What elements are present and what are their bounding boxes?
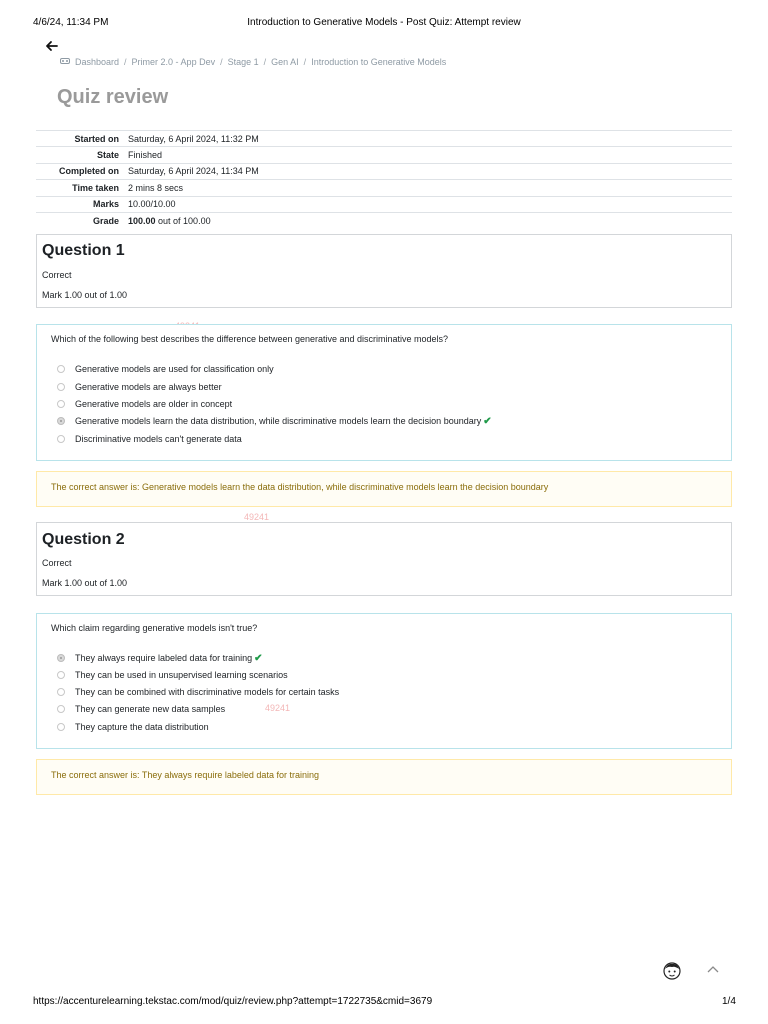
summary-value: Saturday, 6 April 2024, 11:34 PM — [128, 166, 259, 177]
question-mark: Mark 1.00 out of 1.00 — [42, 578, 128, 588]
answer-option-selected[interactable] — [57, 652, 263, 664]
correct-answer-feedback — [36, 759, 732, 795]
summary-row-marks — [36, 196, 732, 212]
answer-label: Generative models are always better — [75, 382, 222, 392]
answer-option[interactable] — [57, 363, 274, 375]
radio-button-selected[interactable] — [57, 417, 65, 425]
question-text: Which claim regarding generative models isn't true? — [51, 623, 258, 633]
question-info-card — [36, 522, 732, 596]
summary-label: Time taken — [72, 182, 119, 193]
grade-score: 100.00 — [128, 215, 156, 226]
answer-option[interactable] — [57, 381, 222, 393]
answer-option[interactable] — [57, 398, 232, 410]
check-icon: ✔ — [483, 415, 492, 427]
grade-total: out of 100.00 — [155, 215, 211, 226]
radio-button[interactable] — [57, 383, 65, 391]
radio-button[interactable] — [57, 400, 65, 408]
radio-button[interactable] — [57, 705, 65, 713]
answer-option[interactable] — [57, 433, 242, 445]
answer-label: Generative models are older in concept — [75, 399, 233, 409]
summary-value: Saturday, 6 April 2024, 11:32 PM — [128, 133, 259, 144]
answer-option[interactable] — [57, 721, 209, 733]
answer-option[interactable] — [57, 703, 225, 715]
summary-value: 10.00/10.00 — [128, 199, 176, 210]
breadcrumb-quiz[interactable]: Introduction to Generative Models — [311, 57, 447, 67]
back-arrow-icon[interactable] — [45, 40, 59, 52]
summary-row-state — [36, 146, 732, 162]
summary-row-started — [36, 130, 732, 146]
feedback-text: The correct answer is: They always require labeled data for training — [51, 770, 319, 780]
question-number: Question 1 — [42, 242, 125, 259]
answer-option[interactable] — [57, 669, 288, 681]
radio-button[interactable] — [57, 723, 65, 731]
question-state: Correct — [42, 270, 72, 280]
summary-label: State — [96, 150, 119, 161]
print-footer-url: https://accenturelearning.tekstac.com/mod/quiz/review.php?attempt=1722735&cmid=3679 — [33, 996, 433, 1007]
summary-value — [128, 216, 211, 226]
correct-answer-feedback — [36, 471, 732, 507]
summary-label: Completed on — [59, 166, 119, 177]
radio-button-selected[interactable] — [57, 654, 65, 662]
answer-label: They can generate new data samples — [75, 704, 226, 714]
question-text: Which of the following best describes the difference between generative and discriminative models? — [51, 334, 449, 344]
breadcrumb-course[interactable]: Primer 2.0 - App Dev — [131, 57, 216, 67]
watermark: 49241 — [244, 512, 270, 522]
breadcrumb-section[interactable]: Gen AI — [271, 57, 299, 67]
print-date: 4/6/24, 11:34 PM — [33, 17, 109, 28]
question-mark: Mark 1.00 out of 1.00 — [42, 290, 128, 300]
summary-row-grade — [36, 212, 732, 228]
breadcrumb-stage[interactable]: Stage 1 — [227, 57, 259, 67]
question-number: Question 2 — [42, 531, 125, 548]
answer-option-selected[interactable] — [57, 415, 492, 427]
radio-button[interactable] — [57, 671, 65, 679]
summary-row-completed — [36, 163, 732, 179]
breadcrumb-dashboard[interactable]: Dashboard — [75, 57, 120, 67]
summary-label: Grade — [92, 215, 119, 226]
check-icon: ✔ — [254, 652, 263, 664]
question-info-card — [36, 234, 732, 308]
question-content — [36, 613, 732, 749]
answer-label: They always require labeled data for training — [75, 653, 253, 663]
answer-label: They can be combined with discriminative models for certain tasks — [75, 687, 340, 697]
answer-option[interactable] — [57, 686, 339, 698]
breadcrumb: Dashboard / Primer 2.0 - App Dev / Stage 1 / Gen AI / Introduction to Generative Models — [60, 56, 446, 68]
dashboard-icon — [60, 57, 70, 67]
avatar-icon[interactable] — [662, 961, 682, 981]
answer-label: Generative models are used for classification only — [75, 364, 274, 374]
summary-value: Finished — [128, 150, 163, 161]
radio-button[interactable] — [57, 435, 65, 443]
page-title: Quiz review — [57, 86, 169, 108]
answer-label: They capture the data distribution — [75, 722, 209, 732]
watermark: 49241 — [265, 703, 291, 713]
summary-label: Started on — [74, 133, 119, 144]
summary-value: 2 mins 8 secs — [128, 182, 184, 193]
chevron-up-icon[interactable] — [706, 964, 720, 974]
question-state: Correct — [42, 558, 72, 568]
radio-button[interactable] — [57, 688, 65, 696]
radio-button[interactable] — [57, 365, 65, 373]
feedback-text: The correct answer is: Generative models learn the data distribution, while discriminative models learn the decision boundary — [51, 482, 549, 492]
summary-row-time — [36, 179, 732, 195]
attempt-summary-table — [36, 130, 732, 228]
print-header — [0, 17, 768, 29]
summary-label: Marks — [92, 199, 119, 210]
answer-label: Discriminative models can't generate data — [75, 434, 242, 444]
answer-label: Generative models learn the data distribution, while discriminative models learn the decision boundary — [75, 416, 482, 426]
answer-label: They can be used in unsupervised learning scenarios — [75, 670, 288, 680]
print-footer-page: 1/4 — [722, 996, 736, 1007]
question-content — [36, 324, 732, 461]
print-title: Introduction to Generative Models - Post Quiz: Attempt review — [247, 17, 521, 28]
